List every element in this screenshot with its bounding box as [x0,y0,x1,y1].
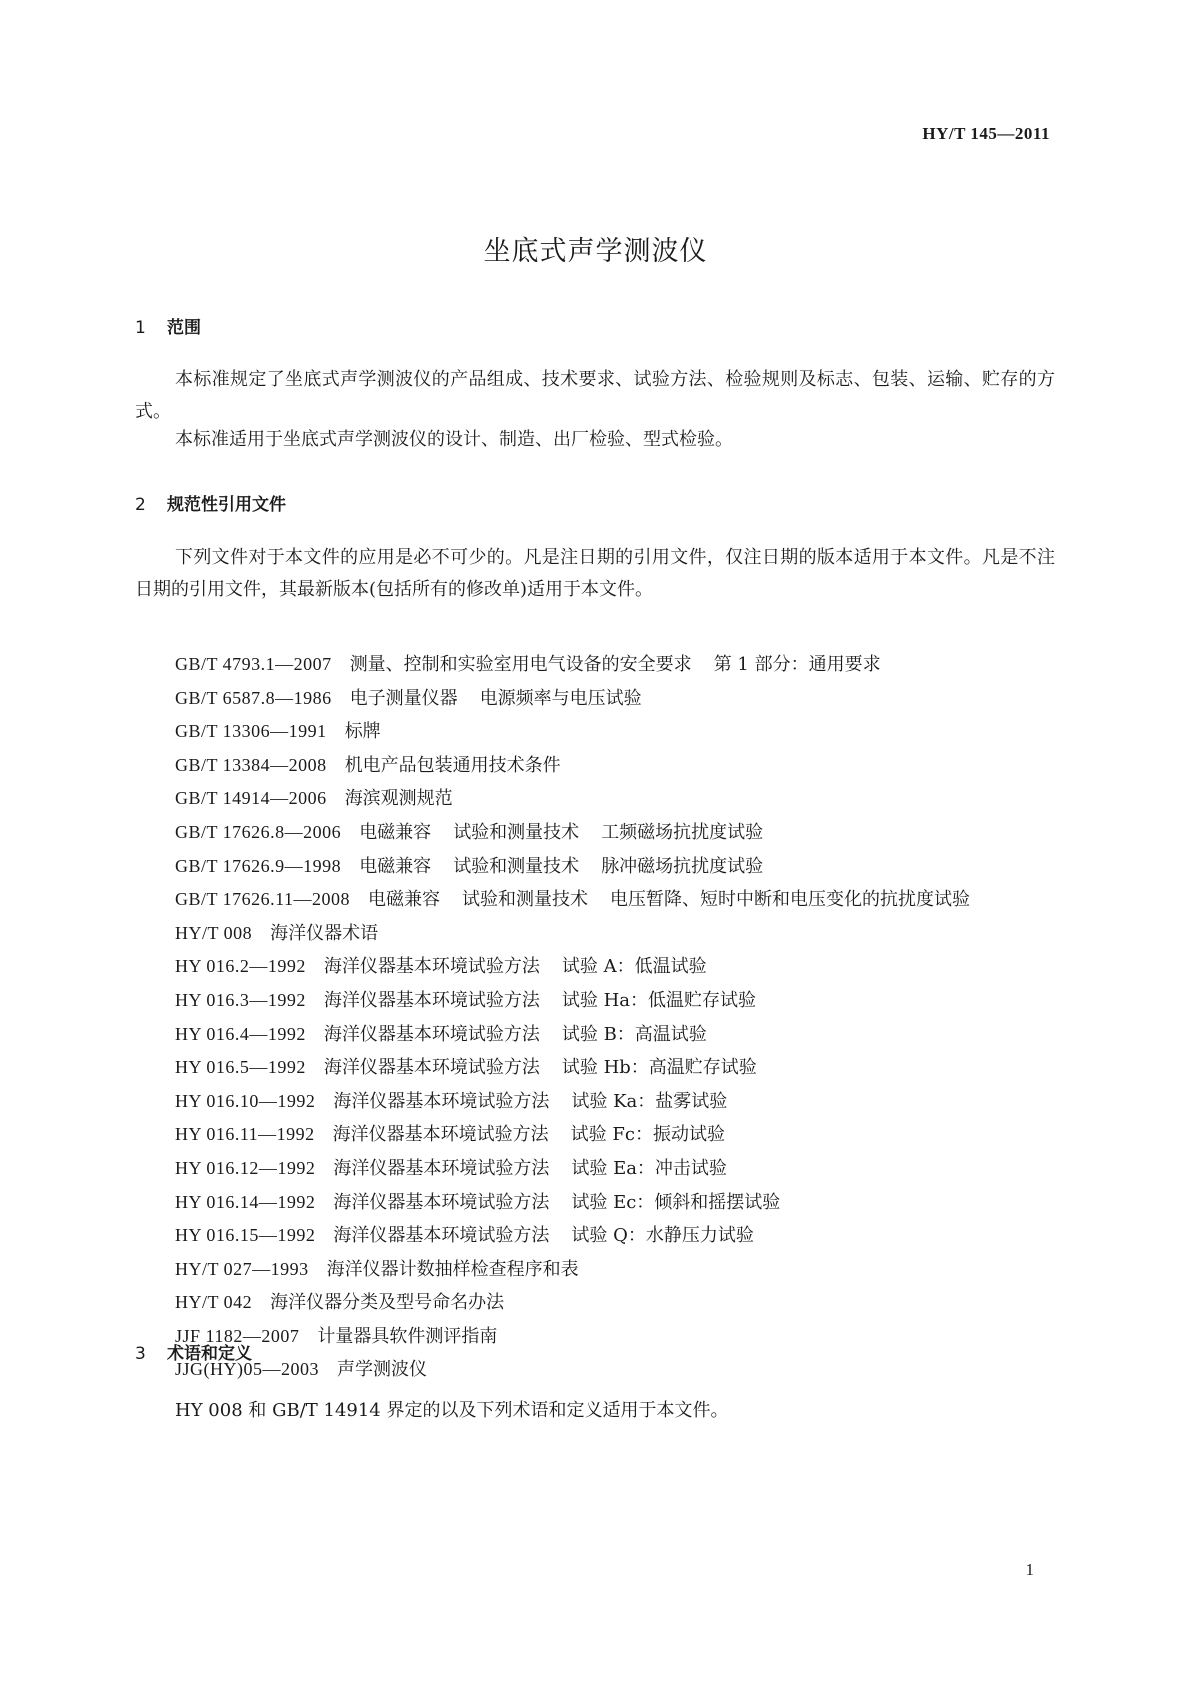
reference-item [135,1320,1055,1354]
reference-item [135,1085,1055,1119]
reference-title-part: 海洋仪器基本环境试验方法 [332,1124,549,1146]
section-3-paragraph: HY 008 和 GB/T 14914 界定的以及下列术语和定义适用于本文件。 [175,1400,729,1421]
reference-title-part: 试验 Ec：倾斜和摇摆试验 [571,1191,781,1213]
reference-title-part: 试验 B：高温试验 [561,1023,707,1045]
reference-title-part: 海洋仪器基本环境试验方法 [333,1157,550,1179]
reference-code: GB/T 6587.8—1986 [175,687,332,708]
document-title: 坐底式声学测波仪 [483,236,708,267]
reference-list [135,648,1055,1387]
reference-code: HY 016.14—1992 [175,1191,316,1212]
reference-title-part: 电磁兼容 [359,855,432,877]
reference-title-part: 试验 Ea：冲击试验 [571,1157,727,1179]
reference-item [135,850,1055,884]
reference-title-part: 海洋仪器基本环境试验方法 [323,1023,540,1045]
reference-code: GB/T 13384—2008 [175,754,327,775]
reference-item [135,1152,1055,1186]
reference-title-part: 海洋仪器基本环境试验方法 [333,1225,550,1247]
reference-title-part: 试验和测量技术 [453,855,580,877]
reference-title-part: 试验 Ka：盐雾试验 [571,1090,728,1112]
reference-title-part: 试验 Fc：振动试验 [570,1124,725,1146]
section-3-heading [135,1339,252,1364]
reference-code: HY/T 008 [175,922,253,943]
reference-title-part: 海洋仪器计数抽样检查程序和表 [326,1258,579,1280]
reference-code: JJG(HY)05—2003 [175,1359,319,1380]
reference-code: GB/T 17626.11—2008 [175,889,351,910]
reference-title-part: 电压暂降、短时中断和电压变化的抗扰度试验 [610,889,971,911]
reference-title-part: 电磁兼容 [368,889,441,911]
section-1-paragraph-1: 本标准规定了坐底式声学测波仪的产品组成、技术要求、试验方法、检验规则及标志、包装、运输、贮存的方式。 [135,369,1055,422]
reference-code: GB/T 14914—2006 [175,788,327,809]
reference-code: HY/T 027—1993 [175,1258,309,1279]
reference-code: JJF 1182—2007 [175,1325,300,1346]
section-2-intro: 下列文件对于本文件的应用是必不可少的。凡是注日期的引用文件，仅注日期的版本适用于本文件。凡是不注日期的引用文件，其最新版本(包括所有的修改单)适用于本文件。 [135,547,1055,600]
reference-title-part: 海洋仪器基本环境试验方法 [323,1057,540,1079]
reference-code: HY 016.4—1992 [175,1023,306,1044]
reference-title-part: 电子测量仪器 [349,687,458,709]
reference-code: HY 016.10—1992 [175,1090,316,1111]
reference-title-part: 计量器具软件测评指南 [317,1325,498,1347]
reference-code: GB/T 4793.1—2007 [175,654,332,674]
page-number: 1 [1025,1560,1034,1579]
reference-title-part: 试验和测量技术 [453,821,580,843]
reference-item [135,648,1055,682]
reference-title-part: 测量、控制和实验室用电气设备的安全要求 [349,654,692,675]
standard-code: HY/T 145—2011 [922,124,1050,143]
reference-code: HY/T 042 [175,1292,253,1313]
reference-code: HY 016.5—1992 [175,1057,306,1078]
reference-code: HY 016.2—1992 [175,956,306,977]
reference-title-part: 工频磁场抗扰度试验 [601,821,764,843]
reference-item [135,1286,1055,1320]
reference-title-part: 海洋仪器基本环境试验方法 [333,1191,550,1213]
reference-code: HY 016.11—1992 [175,1124,315,1145]
reference-item [135,1253,1055,1287]
section-1-heading [135,313,201,338]
reference-title-part: 海洋仪器分类及型号命名办法 [270,1292,505,1314]
reference-title-part: 海洋仪器基本环境试验方法 [333,1090,550,1112]
reference-item [135,883,1055,917]
reference-code: GB/T 17626.8—2006 [175,821,342,842]
reference-title-part: 海滨观测规范 [344,788,453,810]
section-2-heading [135,490,286,515]
section-1-title: 范围 [167,318,201,338]
reference-item [135,782,1055,816]
reference-title-part: 试验 Ha：低温贮存试验 [561,989,756,1011]
section-2-title: 规范性引用文件 [167,495,286,515]
reference-title-part: 海洋仪器术语 [270,922,379,944]
reference-item [135,749,1055,783]
reference-code: GB/T 13306—1991 [175,721,327,742]
reference-title-part: 海洋仪器基本环境试验方法 [323,989,540,1011]
reference-title-part: 电源频率与电压试验 [479,687,642,709]
reference-title-part: 电磁兼容 [359,821,432,843]
reference-title-part: 标牌 [344,721,381,743]
reference-item [135,917,1055,951]
reference-item [135,1186,1055,1220]
section-3-title: 术语和定义 [167,1344,252,1364]
reference-title-part: 试验 Q：水静压力试验 [571,1225,754,1247]
reference-item [135,682,1055,716]
reference-title-part: 海洋仪器基本环境试验方法 [323,956,540,978]
reference-title-part: 试验 A：低温试验 [561,956,707,978]
reference-title-part: 试验 Hb：高温贮存试验 [561,1057,757,1079]
reference-code: HY 016.3—1992 [175,989,306,1010]
reference-item [135,1219,1055,1253]
reference-item [135,1353,1055,1387]
section-1-paragraph-2: 本标准适用于坐底式声学测波仪的设计、制造、出厂检验、型式检验。 [175,429,733,450]
section-2-number: 2 [135,495,146,515]
reference-title-part: 声学测波仪 [337,1359,427,1381]
reference-item [135,816,1055,850]
reference-title-part: 脉冲磁场抗扰度试验 [601,855,764,877]
reference-code: HY 016.15—1992 [175,1225,316,1246]
reference-title-part: 第 1 部分：通用要求 [713,654,881,675]
reference-item [135,1051,1055,1085]
reference-code: HY 016.12—1992 [175,1157,316,1178]
reference-item [135,950,1055,984]
reference-item [135,984,1055,1018]
reference-title-part: 试验和测量技术 [462,889,589,911]
section-1-number: 1 [135,318,146,338]
reference-title-part: 机电产品包装通用技术条件 [344,754,561,776]
reference-item [135,715,1055,749]
section-3-number: 3 [135,1344,146,1364]
reference-item [135,1018,1055,1052]
reference-item [135,1118,1055,1152]
reference-code: GB/T 17626.9—1998 [175,855,342,876]
